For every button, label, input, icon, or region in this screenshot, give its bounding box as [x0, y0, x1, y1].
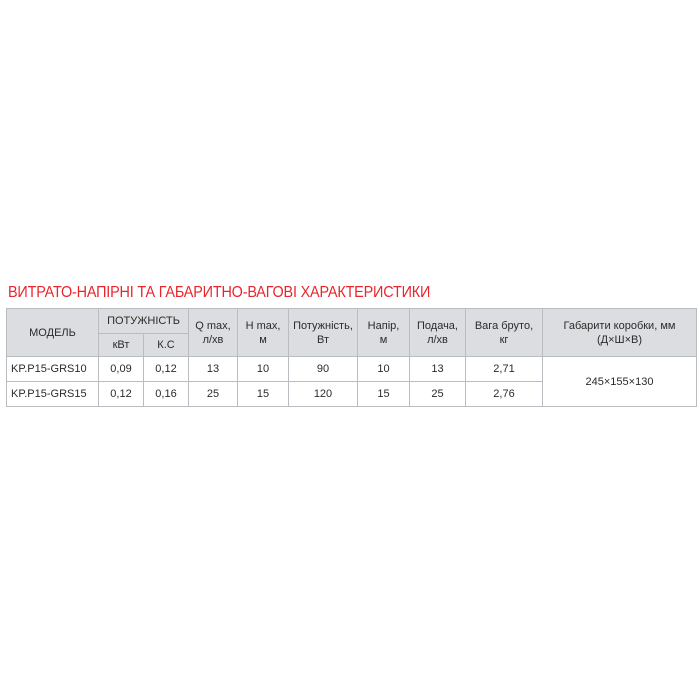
table-row	[7, 357, 697, 382]
col-power-w-header	[289, 309, 358, 357]
cell-power-w: 120	[289, 382, 358, 407]
col-box-dims-header	[543, 309, 697, 357]
cell-weight: 2,71	[466, 357, 543, 382]
col-weight-header	[466, 309, 543, 357]
col-qmax-label: Q max,	[195, 319, 231, 332]
cell-qmax: 25	[189, 382, 238, 407]
col-model-header: МОДЕЛЬ	[7, 309, 99, 357]
col-head-unit: м	[379, 333, 388, 346]
cell-flow: 13	[410, 357, 466, 382]
cell-box-dims: 245×155×130	[543, 357, 697, 407]
cell-hmax: 15	[238, 382, 289, 407]
cell-hp: 0,16	[144, 382, 189, 407]
cell-flow: 25	[410, 382, 466, 407]
cell-head: 15	[358, 382, 410, 407]
cell-qmax: 13	[189, 357, 238, 382]
cell-head: 10	[358, 357, 410, 382]
section-title: ВИТРАТО-НАПІРНІ ТА ГАБАРИТНО-ВАГОВІ ХАРАКТЕРИСТИКИ	[8, 284, 431, 301]
spec-table	[6, 308, 697, 407]
col-flow-unit: л/хв	[427, 333, 448, 346]
col-weight-unit: кг	[499, 333, 509, 346]
col-hmax-header	[238, 309, 289, 357]
cell-weight: 2,76	[466, 382, 543, 407]
col-power-group-header: ПОТУЖНІСТЬ	[99, 309, 189, 334]
col-flow-header	[410, 309, 466, 357]
col-qmax-unit: л/хв	[202, 333, 224, 346]
col-box-dims-unit: (Д×Ш×В)	[596, 333, 643, 346]
cell-kw: 0,12	[99, 382, 144, 407]
cell-model: KP.P15-GRS15	[7, 382, 99, 407]
col-power-hp-header: К.С	[144, 334, 189, 357]
cell-hp: 0,12	[144, 357, 189, 382]
cell-kw: 0,09	[99, 357, 144, 382]
col-power-w-label: Потужність,	[293, 319, 353, 332]
col-flow-label: Подача,	[417, 319, 458, 332]
col-box-dims-label: Габарити коробки, мм	[563, 319, 676, 332]
col-weight-label: Вага бруто,	[474, 319, 534, 332]
col-qmax-header	[189, 309, 238, 357]
col-power-w-unit: Вт	[316, 333, 329, 346]
col-hmax-label: H max,	[245, 319, 281, 332]
col-head-header	[358, 309, 410, 357]
cell-power-w: 90	[289, 357, 358, 382]
col-head-label: Напір,	[367, 319, 400, 332]
cell-hmax: 10	[238, 357, 289, 382]
col-hmax-unit: м	[259, 333, 267, 346]
col-power-kw-header: кВт	[99, 334, 144, 357]
cell-model: KP.P15-GRS10	[7, 357, 99, 382]
